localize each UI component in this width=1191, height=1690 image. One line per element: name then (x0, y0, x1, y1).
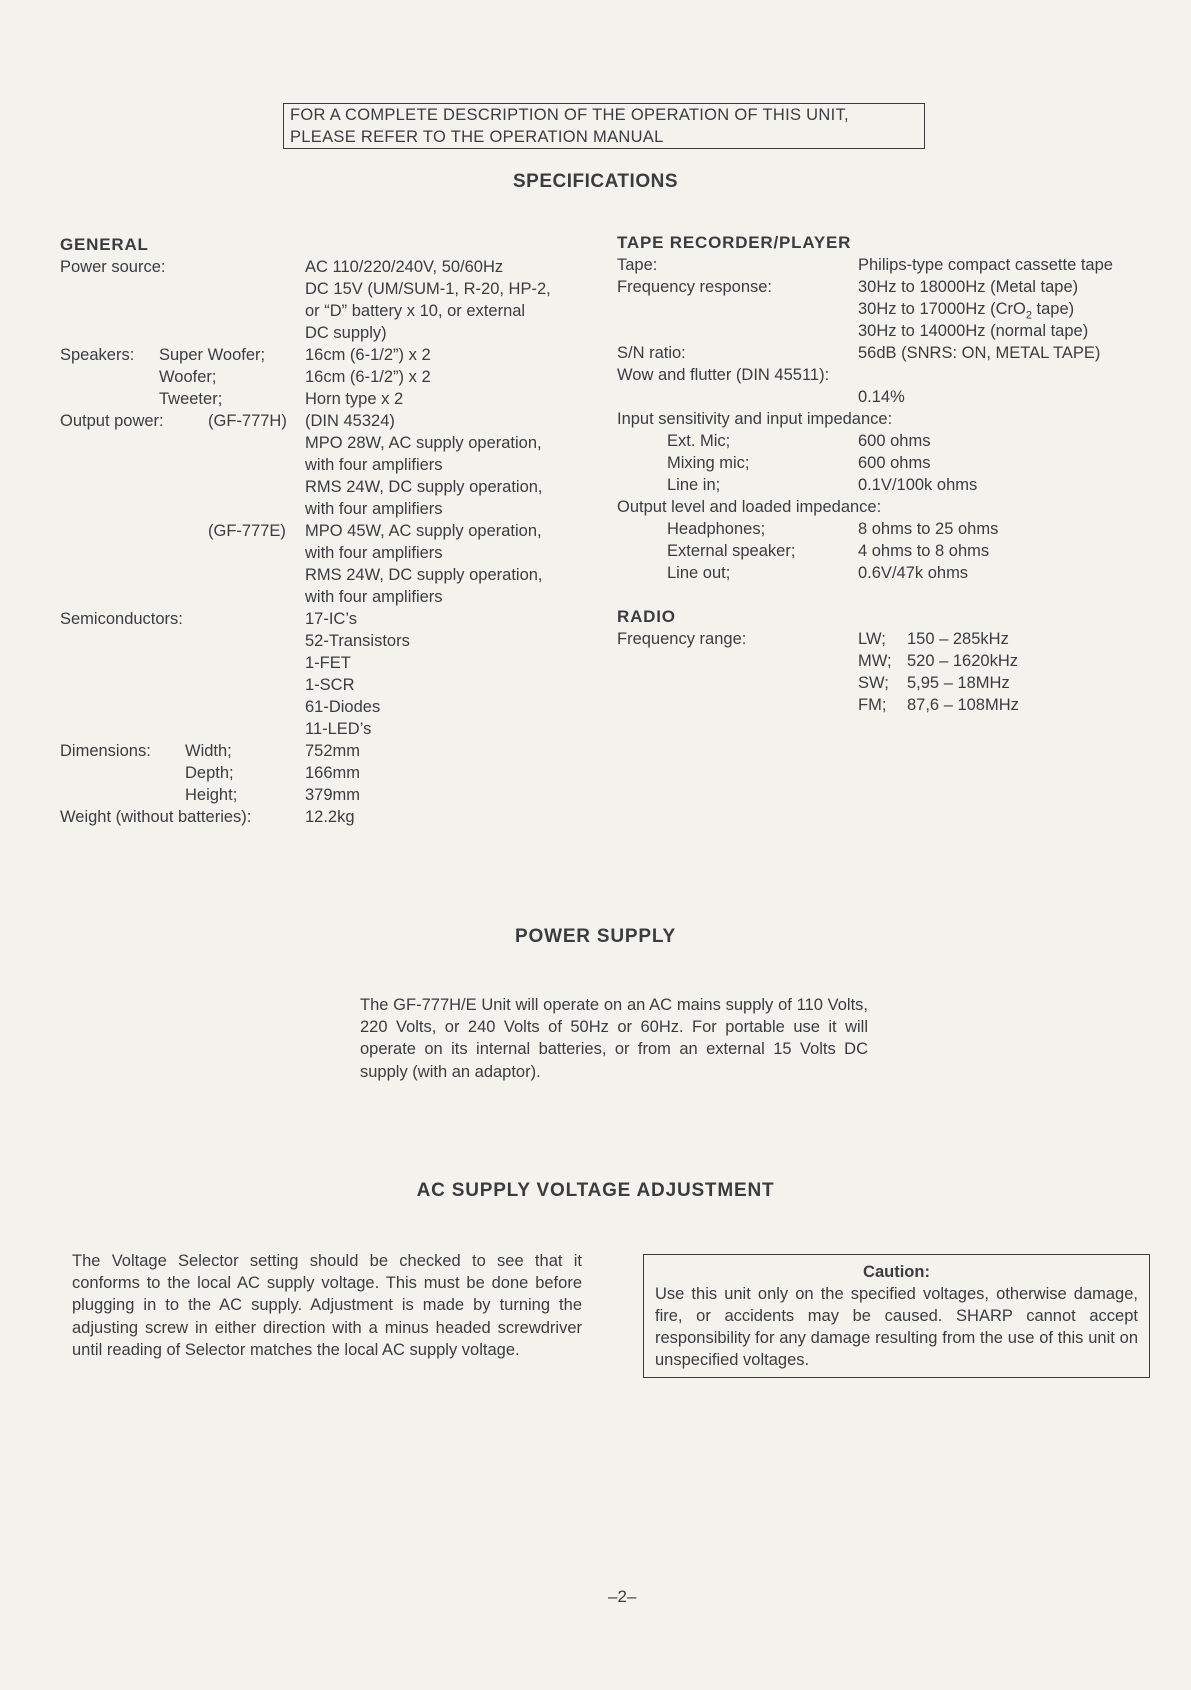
depth-label: Depth; (185, 764, 234, 782)
semiconductors-label: Semiconductors: (60, 610, 183, 628)
height-value: 379mm (305, 786, 361, 804)
tape-type-value: Philips-type compact cassette tape (858, 256, 1113, 274)
page-number: –2– (608, 1587, 637, 1606)
wow-flutter-label: Wow and flutter (DIN 45511): (617, 366, 830, 384)
output-h-value: MPO 28W, AC supply operation, (305, 434, 542, 452)
mixing-mic-value: 600 ohms (858, 454, 931, 472)
external-speaker-value: 4 ohms to 8 ohms (858, 542, 990, 560)
sn-ratio-value: 56dB (SNRS: ON, METAL TAPE) (858, 344, 1101, 362)
output-e-value: MPO 45W, AC supply operation, (305, 522, 542, 540)
weight-label: Weight (without batteries): (60, 808, 252, 826)
band-mw-label: MW; (858, 652, 892, 670)
ac-adjust-heading: AC SUPPLY VOLTAGE ADJUSTMENT (416, 1180, 775, 1201)
ext-mic-label: Ext. Mic; (667, 432, 731, 450)
woofer-label: Woofer; (159, 368, 217, 386)
band-lw-label: LW; (858, 630, 886, 648)
semiconductor-item: 17-IC’s (305, 610, 357, 628)
power-source-label: Power source: (60, 258, 166, 276)
frequency-response-label: Frequency response: (617, 278, 773, 296)
weight-value: 12.2kg (305, 808, 355, 826)
band-fm-range: 87,6 – 108MHz (907, 696, 1019, 714)
line-in-value: 0.1V/100k ohms (858, 476, 978, 494)
line-out-value: 0.6V/47k ohms (858, 564, 969, 582)
input-sensitivity-label: Input sensitivity and input impedance: (617, 410, 893, 428)
radio-heading: RADIO (617, 607, 676, 626)
output-level-label: Output level and loaded impedance: (617, 498, 882, 516)
model-h-label: (GF-777H) (208, 412, 287, 430)
mixing-mic-label: Mixing mic; (667, 454, 750, 472)
line-out-label: Line out; (667, 564, 731, 582)
height-label: Height; (185, 786, 238, 804)
output-h-value: with four amplifiers (305, 500, 443, 518)
radio-frequency-label: Frequency range: (617, 630, 747, 648)
output-e-value: with four amplifiers (305, 544, 443, 562)
super-woofer-value: 16cm (6-1/2”) x 2 (305, 346, 431, 364)
freq-metal-value: 30Hz to 18000Hz (Metal tape) (858, 278, 1079, 296)
notice-line-1: FOR A COMPLETE DESCRIPTION OF THE OPERATION OF THIS UNIT, (290, 106, 849, 124)
power-supply-heading: POWER SUPPLY (515, 926, 676, 947)
power-source-value: AC 110/220/240V, 50/60Hz (305, 258, 504, 276)
width-value: 752mm (305, 742, 361, 760)
notice-line-2: PLEASE REFER TO THE OPERATION MANUAL (290, 128, 664, 146)
output-h-value: (DIN 45324) (305, 412, 395, 430)
tape-heading: TAPE RECORDER/PLAYER (617, 233, 852, 252)
semiconductor-item: 11-LED’s (305, 720, 372, 738)
output-e-value: with four amplifiers (305, 588, 443, 606)
model-e-label: (GF-777E) (208, 522, 286, 540)
dimensions-label: Dimensions: (60, 742, 151, 760)
ext-mic-value: 600 ohms (858, 432, 931, 450)
line-in-label: Line in; (667, 476, 721, 494)
output-power-label: Output power: (60, 412, 164, 430)
output-h-value: RMS 24W, DC supply operation, (305, 478, 543, 496)
band-lw-range: 150 – 285kHz (907, 630, 1009, 648)
band-fm-label: FM; (858, 696, 887, 714)
power-source-value: DC supply) (305, 324, 387, 342)
external-speaker-label: External speaker; (667, 542, 796, 560)
wow-flutter-value: 0.14% (858, 388, 905, 406)
depth-value: 166mm (305, 764, 361, 782)
super-woofer-label: Super Woofer; (159, 346, 266, 364)
caution-title: Caution: (863, 1263, 930, 1281)
semiconductor-item: 61-Diodes (305, 698, 381, 716)
freq-cro2-value: 30Hz to 17000Hz (CrO$_2$ tape) (858, 300, 1075, 322)
general-heading: GENERAL (60, 235, 149, 254)
speakers-label: Speakers: (60, 346, 135, 364)
woofer-value: 16cm (6-1/2”) x 2 (305, 368, 431, 386)
width-label: Width; (185, 742, 232, 760)
power-source-value: DC 15V (UM/SUM-1, R-20, HP-2, (305, 280, 551, 298)
tweeter-value: Horn type x 2 (305, 390, 404, 408)
band-sw-label: SW; (858, 674, 889, 692)
caution-text: Use this unit only on the specified voltages, otherwise damage, fire, or accidents may be caused. SHARP cannot accept responsibility for any damage resulting from the use of this unit on unspecified voltages. (655, 1285, 1138, 1369)
output-e-value: RMS 24W, DC supply operation, (305, 566, 543, 584)
power-supply-text: The GF-777H/E Unit will operate on an AC mains supply of 110 Volts, 220 Volts, or 240 Volts of 50Hz or 60Hz. For portable use it will operate on its internal batteries, or from an external 15 Volts DC supply (with an adaptor). (360, 996, 868, 1081)
band-mw-range: 520 – 1620kHz (907, 652, 1018, 670)
semiconductor-item: 1-FET (305, 654, 351, 672)
caution-box (643, 1254, 1150, 1378)
sn-ratio-label: S/N ratio: (617, 344, 686, 362)
output-h-value: with four amplifiers (305, 456, 443, 474)
headphones-value: 8 ohms to 25 ohms (858, 520, 999, 538)
headphones-label: Headphones; (667, 520, 766, 538)
power-source-value: or “D” battery x 10, or external (305, 302, 526, 320)
semiconductor-item: 1-SCR (305, 676, 355, 694)
operation-manual-notice (283, 103, 925, 149)
band-sw-range: 5,95 – 18MHz (907, 674, 1010, 692)
page-title: SPECIFICATIONS (513, 171, 678, 192)
freq-normal-value: 30Hz to 14000Hz (normal tape) (858, 322, 1089, 340)
tweeter-label: Tweeter; (159, 390, 223, 408)
tape-type-label: Tape: (617, 256, 658, 274)
semiconductor-item: 52-Transistors (305, 632, 410, 650)
ac-adjust-text: The Voltage Selector setting should be checked to see that it conforms to the local AC supply voltage. This must be done before plugging in to the AC supply. Adjustment is made by turning the adjusting screw in either direction with a minus headed screwdriver until reading of Selector matches the local AC supply voltage. (72, 1252, 582, 1359)
